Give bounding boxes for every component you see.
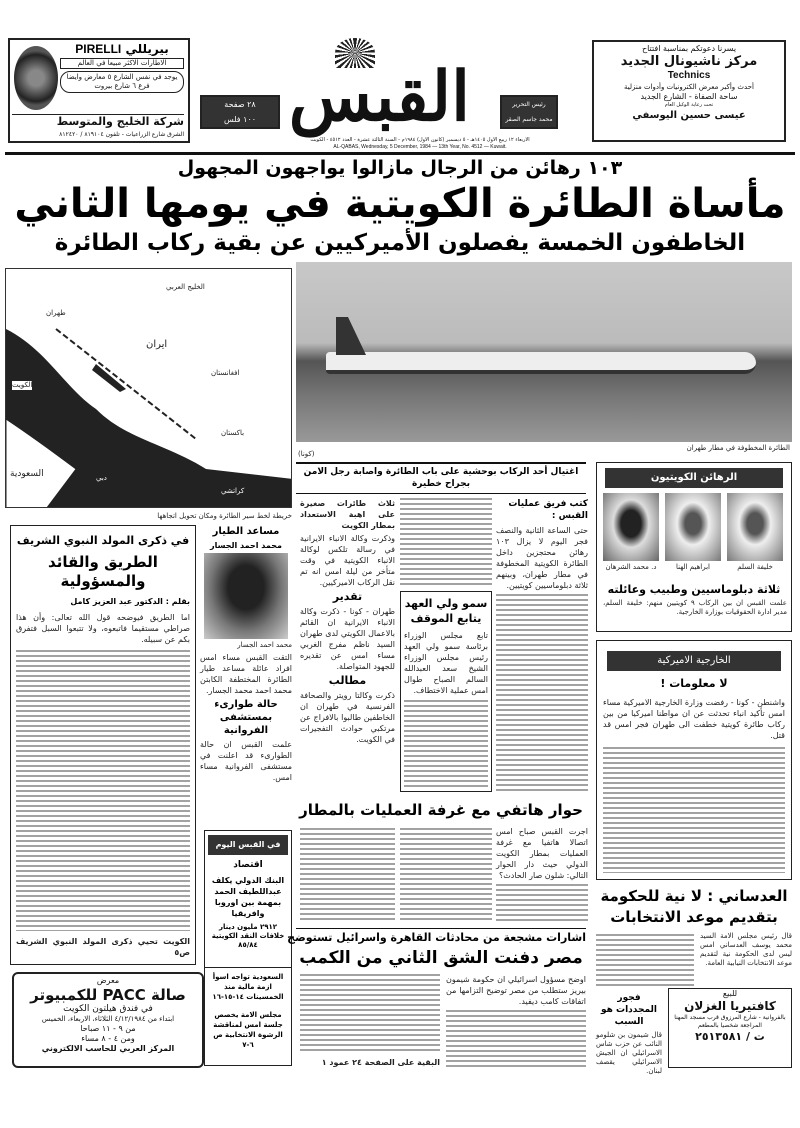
tire-image xyxy=(14,46,58,110)
us-state-box xyxy=(596,640,792,880)
plane-tail xyxy=(336,317,366,355)
mawlid-body: اما الطريق فيوضحه قول الله تعالى: وأن هذا صراطي مستقيما فاتبعوه، ولا تتبعوا السبل فتفرق بكم عن سبيله. xyxy=(16,613,190,644)
hostage-photo xyxy=(603,493,659,561)
copilot-name: محمد احمد الجسار xyxy=(209,541,283,550)
map-label: باكستان xyxy=(221,429,245,437)
note: يوجد في نفس الشارع ٥ معارض وايضا فرع ٦ شارع بيروت xyxy=(60,71,184,93)
price-box xyxy=(200,95,280,129)
ad-line: ساحة الصفاة - الشارع الجديد xyxy=(640,92,738,101)
ad-pacc-top: معرض xyxy=(96,976,120,985)
column-a xyxy=(496,498,588,792)
editor-box xyxy=(500,95,558,129)
tagline: الاطارات الاكثر مبيعا في العالم xyxy=(60,58,184,69)
body-text xyxy=(400,828,492,923)
logo: القبس xyxy=(288,57,470,137)
hostages-body: علمت القبس ان بين الركاب ٩ كويتيين منهم: خليفة السلم، مدير ادارة الحقوقيات بوزارة الخارجية. xyxy=(603,599,787,616)
ad-pacc-brand: صالة PACC للكمبيوتر xyxy=(30,986,186,1004)
demands-body: ذكرت وكالتا رويتر والصحافة الفرنسية في طهران ان الخاطفين طالبوا بالافراج عن مرتكبي حوادث التفجيرات في الكويت. xyxy=(300,691,395,744)
brand-ar: بيريللي xyxy=(125,42,169,56)
mawlid-author: بقلم : الدكتور عبد العزيز كامل xyxy=(70,597,190,606)
demands-title: مطالب xyxy=(328,674,367,687)
report-body: طهران - كونا - ذكرت وكالة الانباء الايرانية ان القائم بالاعمال الكويتي لدى طهران السيد ناظم مفرج الغربي مساء امس عن تقديره للجهود المتواصلة. xyxy=(300,607,395,671)
crown-prince-box xyxy=(400,591,492,792)
pirelli-text xyxy=(60,42,184,93)
ad-line: تحت رعاية الوكيل العام xyxy=(664,102,714,108)
copilot-photo xyxy=(204,553,288,639)
egypt-column-b xyxy=(300,974,440,1068)
body-text xyxy=(16,650,190,931)
emergency-body: علمت القبس ان حالة الطوارىء قد اعلنت في مستشفى الفروانية مساء امس. xyxy=(200,740,292,782)
us-state-label: الخارجية الاميركية xyxy=(607,651,781,671)
ad-line: يسرنا دعوتكم بمناسبة افتتاح xyxy=(641,44,737,53)
us-state-title: لا معلومات ! xyxy=(660,677,728,690)
ad-agent: عيسى حسين اليوسفي xyxy=(632,110,746,121)
map-graphic xyxy=(6,269,292,508)
crown-prince-body: تابع مجلس الوزراء برئاسة سمو ولي العهد رئيس مجلس الوزراء الشيخ سعد العبدالله السالم الصباح طوال امس عملية الاختطاف. xyxy=(404,631,488,695)
mawlid-kicker: في ذكرى المولد النبوي الشريف xyxy=(16,534,190,547)
ad-cafe-top: للبيع xyxy=(722,989,738,998)
ad-center: مركز ناشيونال الجديد xyxy=(620,54,758,69)
side-title: ثلاث طائرات صغيرة على اهبة الاستعداد بمطار الكويت xyxy=(300,499,395,530)
date-ar: الاربعاء ١٢ ربيع الاول ١٤٠٥هـ - ٥ ديسمبر (كانون الاول) ١٩٨٤م - السنة الثالثة عشرة - العدد ٤٥١٢ - الكويت xyxy=(310,137,530,143)
column-b xyxy=(400,498,492,792)
hostage-name: د. محمد الشرهان xyxy=(605,563,657,571)
report-title: تقدير xyxy=(332,590,363,603)
rule xyxy=(296,462,586,464)
copilot-title: مساعد الطيار xyxy=(212,526,280,537)
hostage-name: خليفة السلم xyxy=(737,563,773,571)
mawlid-title: الطريق والقائد والمسؤولية xyxy=(48,553,158,590)
dawn-title: فجور المجددات هو السبب xyxy=(601,993,657,1027)
map-label: دبي xyxy=(96,474,107,482)
hostage-photo xyxy=(727,493,783,561)
today-box xyxy=(204,830,292,968)
map-caption: خريطة لخط سير الطائرة ومكان تحويل اتجاهها xyxy=(157,512,292,520)
hostages-label: الرهائن الكويتيون xyxy=(605,468,783,488)
brand-en: PIRELLI xyxy=(75,42,122,56)
ad-cafe-addr: بالفروانية - شارع المرزوق قرب مسجد المهنا xyxy=(674,1014,786,1021)
today-item: البنك الدولي يكلف عبداللطيف الحمد بمهمة بين اوروبا وافريقيا xyxy=(211,876,285,918)
ad-pacc-hours: ومن ٤ - ٨ مساء xyxy=(81,1034,135,1043)
ad-line: أحدث وأكبر معرض الكترونيات وأدوات منزلية xyxy=(624,83,754,91)
today-item: مجلس الامة يخصص جلسة امس لمناقشة الرشوة الانتخابية ص ٦-٧ xyxy=(213,1011,283,1049)
kicker-headline: ١٠٣ رهائن من الرجال مازالوا يواجهون المجهول xyxy=(177,157,623,179)
phone-headline: حوار هاتفي مع غرفة العمليات بالمطار xyxy=(299,801,583,819)
ad-cafe-name: كافتيريا الغزلان xyxy=(684,999,776,1013)
ad-pacc-sponsor: المركز العربي للحاسب الالكتروني xyxy=(41,1044,175,1053)
ad-pacc-dates: ابتداء من ٤/١٢/١٩٨٤ الثلاثاء، الاربعاء، الخميس xyxy=(41,1015,175,1023)
map-label: كراتشي xyxy=(221,487,245,495)
map-label: الخليج العربي xyxy=(166,283,205,291)
ad-pacc-venue: في فندق هيلتون الكويت xyxy=(63,1004,153,1014)
adsani-headline: العدساني : لا نية للحكومة بتقديم موعد الانتخابات xyxy=(600,887,788,926)
ad-brand: Technics xyxy=(667,70,711,81)
dawn-body: قال شيمون بن شلومو النائب عن حزب شاس الاسرائيلي ان الجيش الاسرائيلي يقصف لبنان. xyxy=(596,1031,662,1075)
ad-pirelli xyxy=(8,38,190,143)
body-text xyxy=(300,974,440,1054)
map-label: افغانستان xyxy=(211,369,240,377)
editor-label: رئيس التحرير xyxy=(512,101,546,108)
body-text xyxy=(446,1010,586,1068)
ad-pacc xyxy=(12,972,204,1068)
ad-pacc-hours: من ٩ - ١١ صباحا xyxy=(80,1024,136,1033)
byline: كتب فريق عمليات القبس : xyxy=(508,499,588,521)
map-label: طهران xyxy=(46,309,66,317)
copilot-column xyxy=(200,525,292,825)
photo-caption: الطائرة المخطوفة في مطار طهران xyxy=(686,444,790,452)
phone-body: اجرت القبس صباح امس اتصالا هاتفيا مع غرفة العمليات بمطار الكويت الدولي حيث دار الحوار التالي: شلون صار الحادث؟ xyxy=(496,827,588,880)
egypt-headline: مصر دفنت الشق الثاني من الكمب xyxy=(299,948,583,968)
ad-cafe-phone: ت / ٢٥١٣٥٨١ xyxy=(695,1030,765,1043)
mawlid-box xyxy=(10,525,196,965)
egypt-footer: البقية على الصفحة ٢٤ عمود ١ xyxy=(321,1058,440,1067)
map xyxy=(5,268,292,508)
page-count: ٢٨ صفحة xyxy=(224,100,256,109)
dawn-column xyxy=(596,992,662,1076)
plane-fuselage xyxy=(326,352,756,374)
today-box-cont xyxy=(204,968,292,1066)
masthead-rule xyxy=(5,152,795,155)
ad-national xyxy=(592,40,786,142)
plane-icon xyxy=(92,364,126,392)
us-state-body: واشنطن - كونا - رفضت وزارة الخارجية الاميركية مساء امس تأكيد انباء تحدثت عن ان مواطنا اميركيا من بين ركاب طائرة كويتية خطفت الى طهران فجر امس قد قتل. xyxy=(603,698,785,740)
rule xyxy=(296,928,586,929)
main-headline: مأساة الطائرة الكويتية في يومها الثاني xyxy=(14,181,786,227)
emergency-title: حالة طوارىء بمستشفى الفروانية xyxy=(214,699,278,736)
ad-cafe-contact: المراجعة شخصيا بالمطعم xyxy=(698,1022,762,1029)
body-text xyxy=(596,934,694,988)
today-item: اقتصاد xyxy=(233,860,263,870)
center-body: حتى الساعة الثانية والنصف فجر اليوم لا يزال ١٠٣ رهائن محتجزين داخل الطائرة الكويتية المخطوفة في مطار طهران، وبينهم ثلاثة دبلوماسيين كويتيين. xyxy=(496,526,588,590)
crown-prince-title: سمو ولي العهد يتابع الموقف xyxy=(404,597,488,625)
today-item: ٢٩١٢ مليون دينار خلافات النقد الكويتية ٨٥/٨٤ xyxy=(211,923,285,949)
center-headline: اغتيال أحد الركاب بوحشية على باب الطائرة واصابة رجل الامن بجراح خطيرة xyxy=(303,467,579,489)
egypt-body: اوضح مسؤول اسرائيلي ان حكومة شيمون بيريز ستطلب من مصر توضيح التزامها من اتفاقات كامب ديفيد. xyxy=(446,975,586,1006)
today-item: السعودية تواجه اسوأ ازمة مالية منذ الخمسينات ١٤-١٥-١٦ xyxy=(212,973,284,1001)
body-text xyxy=(300,828,395,923)
adsani-body: قال رئيس مجلس الامة السيد محمد يوسف العدساني امس ليس لدى الحكومة نية لتقديم موعد الانتخابات النيابية العامة. xyxy=(700,932,792,967)
body-text xyxy=(496,594,588,792)
date-en: AL-QABAS, Wednesday, 5 December, 1984 — 13th Year, No. 4512 — Kuwait. xyxy=(333,144,507,150)
column-c xyxy=(300,498,395,792)
hostages-box xyxy=(596,462,792,632)
price: ١٠٠ فلس xyxy=(223,115,257,124)
copilot-body: التقت القبس مساء امس افراد عائلة مساعد طيار الطائرة المختطفة الكابتن محمد احمد محمد الجسار. xyxy=(200,653,292,695)
egypt-kicker: اشارات مشجعة من محادثات القاهرة واسرائيل تستوضح xyxy=(287,931,586,944)
map-label: الكويت xyxy=(12,381,33,389)
rule xyxy=(296,493,586,494)
body-text xyxy=(496,884,588,924)
side-body: وذكرت وكالة الانباء الايرانية في رسالة تلكس لوكالة الانباء الكويتية في وقت متأخر من ليلة امس انه تم نقل الركاب الاميركيين. xyxy=(300,534,395,587)
hostages-title: ثلاثة دبلوماسيين وطبيب وعائلته xyxy=(607,583,781,596)
hostage-name: ابراهيم الهنا xyxy=(676,563,710,571)
copilot-caption: محمد احمد الجسار xyxy=(237,641,292,649)
company: شركة الخليج والمتوسط xyxy=(12,114,184,129)
body-text xyxy=(404,700,488,787)
today-label: في القبس اليوم xyxy=(208,835,288,855)
contact: الشرق شارع الزراعيات - تلفون ٨١٩١٠٤ / ٨١٢٤٢٠ xyxy=(59,131,184,138)
body-text xyxy=(400,498,492,588)
map-label: السعودية xyxy=(10,469,44,479)
body-text xyxy=(603,747,785,873)
sub-headline: الخاطفون الخمسة يفصلون الأميركيين عن بقية ركاب الطائرة xyxy=(54,230,746,256)
editor-name: محمد جاسم الصقر xyxy=(505,116,553,123)
plane-photo xyxy=(296,262,792,442)
phone-column-a xyxy=(496,826,588,924)
map-label: ايران xyxy=(146,339,168,350)
mawlid-footer: الكويت تحيي ذكرى المولد النبوي الشريف ص٥ xyxy=(16,937,190,957)
hostage-photo xyxy=(665,493,721,561)
ad-cafe xyxy=(668,988,792,1068)
egypt-column-a xyxy=(446,974,586,1068)
photo-credit: (كونا) xyxy=(298,450,315,458)
